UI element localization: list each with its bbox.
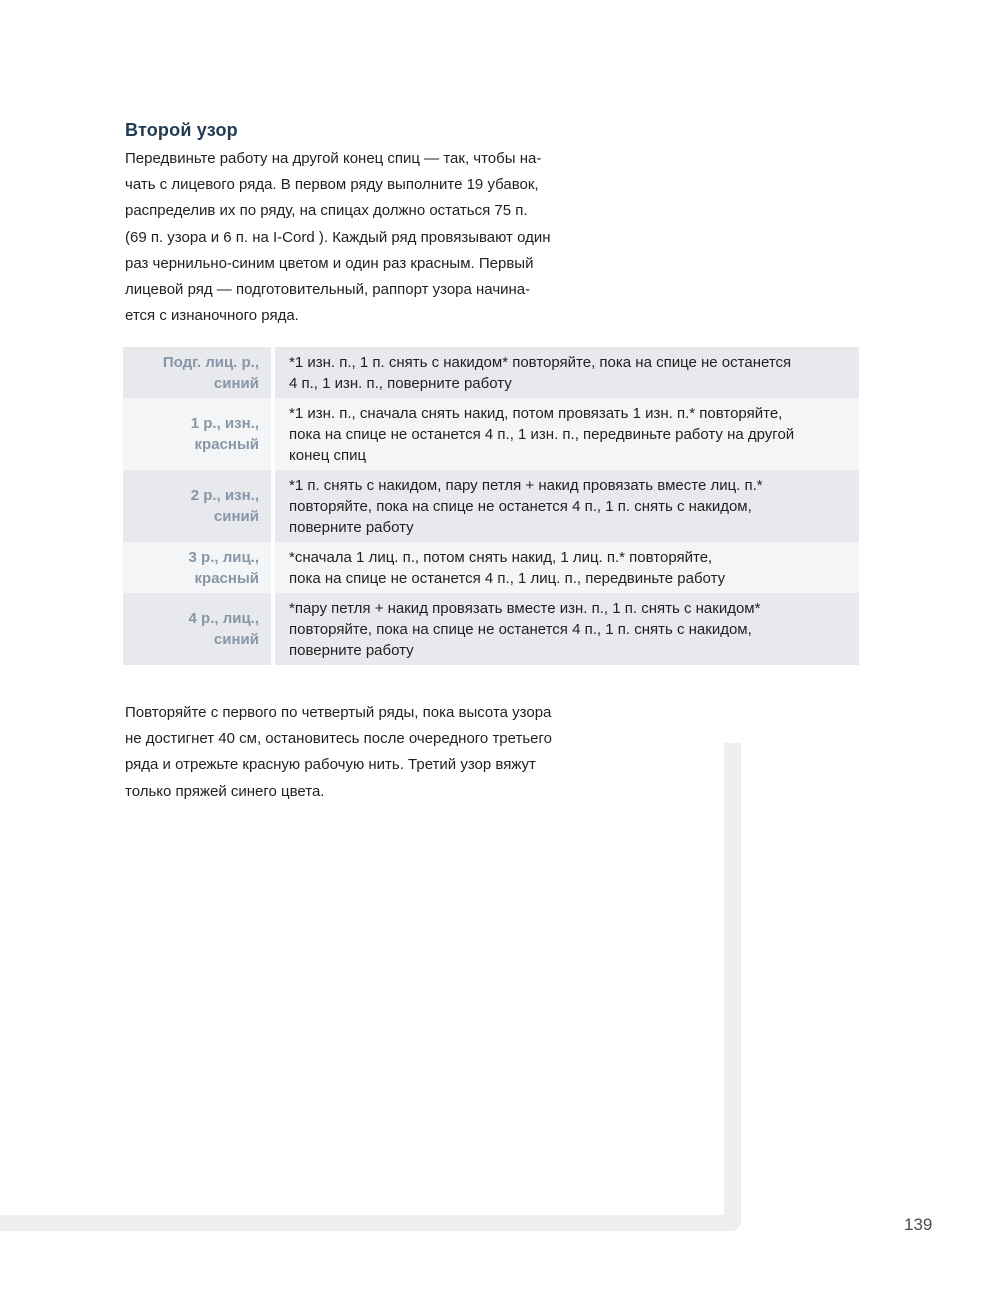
outro-line: Повторяйте с первого по четвертый ряды, пока высота узора bbox=[125, 704, 552, 721]
instruction-line: пока на спице не останется 4 п., 1 лиц. п., передвиньте работу bbox=[289, 569, 726, 587]
instruction-line: 4 п., 1 изн. п., поверните работу bbox=[289, 374, 512, 392]
row-instruction bbox=[275, 542, 859, 593]
row-label bbox=[123, 398, 275, 470]
intro-line: раз чернильно-синим цветом и один раз красным. Первый bbox=[125, 254, 534, 272]
row-label-line: 2 р., изн., bbox=[190, 487, 259, 504]
row-label bbox=[123, 347, 275, 398]
row-label-line: 3 р., лиц., bbox=[188, 548, 259, 566]
row-label-line: Подг. лиц. р., bbox=[162, 353, 259, 371]
instruction-line: *сначала 1 лиц. п., потом снять накид, 1 лиц. п.* повторяйте, bbox=[289, 548, 713, 566]
row-label-line: синий bbox=[213, 508, 259, 525]
outro-line: только пряжей синего цвета. bbox=[125, 782, 325, 800]
intro-line: Передвиньте работу на другой конец спиц — так, чтобы на- bbox=[125, 150, 542, 167]
outro-line: ряда и отрежьте красную рабочую нить. Третий узор вяжут bbox=[125, 756, 536, 774]
intro-line: чать с лицевого ряда. В первом ряду выполните 19 убавок, bbox=[125, 176, 539, 194]
page-number: 139 bbox=[904, 1215, 933, 1234]
pattern-row-2 bbox=[123, 470, 859, 542]
row-label-line: синий bbox=[213, 374, 259, 392]
intro-line: (69 п. узора и 6 п. на I-Cord ). Каждый ряд провязывают один bbox=[125, 228, 551, 246]
row-label bbox=[123, 470, 275, 542]
instruction-line: *1 изн. п., 1 п. снять с накидом* повторяйте, пока на спице не останется bbox=[289, 353, 792, 371]
row-instruction bbox=[275, 470, 859, 542]
intro-line: распределив их по ряду, на спицах должно остаться 75 п. bbox=[125, 202, 528, 220]
section-heading: Второй узор bbox=[125, 120, 238, 140]
row-label-line: красный bbox=[194, 569, 259, 587]
row-label-line: 4 р., лиц., bbox=[188, 610, 259, 627]
instruction-line: поверните работу bbox=[289, 518, 414, 536]
pattern-row-4 bbox=[123, 593, 859, 665]
row-instruction bbox=[275, 593, 859, 665]
row-label bbox=[123, 542, 275, 593]
page-frame-right bbox=[724, 743, 741, 1231]
instruction-line: *1 п. снять с накидом, пару петля + накид провязать вместе лиц. п.* bbox=[289, 476, 763, 494]
outro-line: не достигнет 40 см, остановитесь после очередного третьего bbox=[125, 730, 553, 748]
instruction-line: *пару петля + накид провязать вместе изн. п., 1 п. снять с накидом* bbox=[289, 599, 761, 617]
pattern-row-3 bbox=[123, 542, 859, 593]
row-label bbox=[123, 593, 275, 665]
intro-paragraph bbox=[125, 146, 615, 329]
pattern-row-1 bbox=[123, 398, 859, 470]
instruction-line: повторяйте, пока на спице не останется 4 п., 1 п. снять с накидом, bbox=[289, 497, 752, 515]
instruction-line: *1 изн. п., сначала снять накид, потом провязать 1 изн. п.* повторяйте, bbox=[289, 404, 783, 422]
row-instruction bbox=[275, 347, 859, 398]
instruction-line: повторяйте, пока на спице не останется 4 п., 1 п. снять с накидом, bbox=[289, 620, 752, 638]
outro-paragraph bbox=[125, 700, 615, 805]
row-label-line: 1 р., изн., bbox=[190, 415, 259, 432]
instruction-line: конец спиц bbox=[289, 446, 367, 464]
row-instruction bbox=[275, 398, 859, 470]
row-label-line: красный bbox=[194, 436, 259, 453]
pattern-row-prep bbox=[123, 347, 859, 398]
row-label-line: синий bbox=[213, 631, 259, 648]
intro-line: лицевой ряд — подготовительный, раппорт узора начина- bbox=[125, 281, 531, 299]
intro-line: ется с изнаночного ряда. bbox=[125, 307, 299, 325]
pattern-table bbox=[123, 347, 859, 665]
instruction-line: пока на спице не останется 4 п., 1 изн. п., передвиньте работу на другой bbox=[289, 425, 795, 443]
page-frame-bottom bbox=[0, 1215, 741, 1231]
instruction-line: поверните работу bbox=[289, 641, 414, 659]
